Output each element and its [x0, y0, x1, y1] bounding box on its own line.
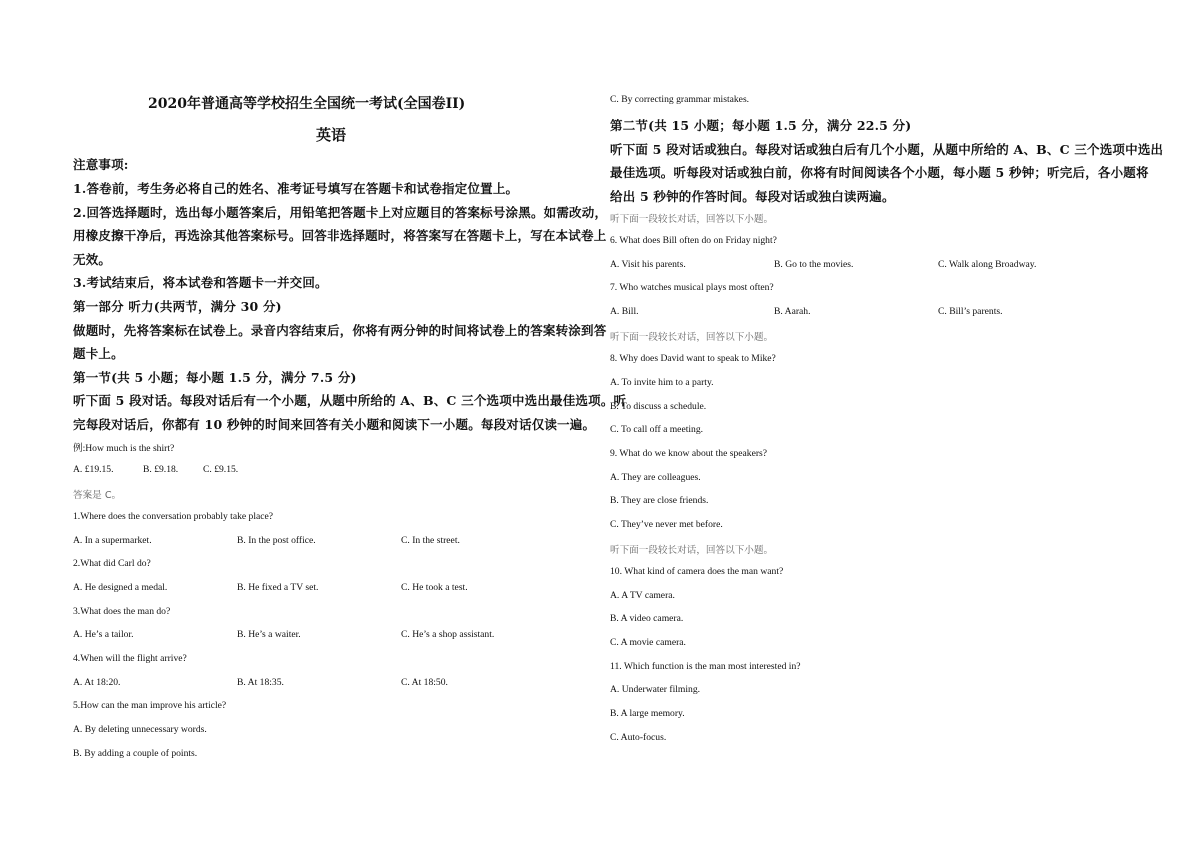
example-option-c: C. £9.15. — [203, 464, 239, 475]
section2-instructions: 听下面 5 段对话或独白。每段对话或独白后有几个小题，从题中所给的 A、B、C 三个选项中选出 — [610, 142, 1164, 157]
notice-item-3: 3.考试结束后，将本试卷和答题卡一并交回。 — [73, 275, 328, 290]
q9-option-b: B. They are close friends. — [610, 495, 709, 506]
q3-option-b: B. He’s a waiter. — [237, 629, 301, 640]
q2-option-c: C. He took a test. — [401, 582, 468, 593]
q5-option-c: C. By correcting grammar mistakes. — [610, 94, 750, 105]
q8-option-a: A. To invite him to a party. — [610, 377, 714, 388]
q4-option-b: B. At 18:35. — [237, 677, 284, 688]
question-10: 10. What kind of camera does the man want? — [610, 566, 784, 577]
question-9: 9. What do we know about the speakers? — [610, 448, 768, 459]
question-11: 11. Which function is the man most interested in? — [610, 661, 801, 672]
exam-subject: 英语 — [316, 126, 347, 144]
q8-option-b: B. To discuss a schedule. — [610, 401, 707, 412]
exam-title: 2020年普通高等学校招生全国统一考试(全国卷II) — [148, 96, 466, 112]
q10-option-c: C. A movie camera. — [610, 637, 686, 648]
q6-option-c: C. Walk along Broadway. — [938, 259, 1037, 270]
q8-option-c: C. To call off a meeting. — [610, 424, 704, 435]
notice-item-2-cont: 用橡皮擦干净后，再选涂其他答案标号。回答非选择题时，将答案写在答题卡上，写在本试卷上 — [73, 228, 607, 243]
section2-heading: 第二节(共 15 小题；每小题 1.5 分，满分 22.5 分) — [610, 118, 912, 133]
q4-option-a: A. At 18:20. — [73, 677, 121, 688]
part1-instructions-cont: 题卡上。 — [73, 346, 124, 361]
q7-option-c: C. Bill’s parents. — [938, 306, 1003, 317]
q9-option-c: C. They’ve never met before. — [610, 519, 723, 530]
question-1: 1.Where does the conversation probably take place? — [73, 511, 274, 522]
question-8: 8. Why does David want to speak to Mike? — [610, 353, 776, 364]
q10-option-a: A. A TV camera. — [610, 590, 675, 601]
listen-prompt-1: 听下面一段较长对话，回答以下小题。 — [610, 214, 774, 225]
q10-option-b: B. A video camera. — [610, 613, 684, 624]
q3-option-c: C. He’s a shop assistant. — [401, 629, 495, 640]
q5-option-a: A. By deleting unnecessary words. — [73, 724, 207, 735]
section1-instructions-cont: 完每段对话后，你都有 10 秒钟的时间来回答有关小题和阅读下一小题。每段对话仅读一遍。 — [73, 417, 596, 432]
notice-item-2: 2.回答选择题时，选出每小题答案后，用铅笔把答题卡上对应题目的答案标号涂黑。如需改动， — [73, 205, 608, 220]
q2-option-b: B. He fixed a TV set. — [237, 582, 319, 593]
part1-heading: 第一部分 听力(共两节，满分 30 分) — [73, 299, 282, 314]
notice-item-2-end: 无效。 — [73, 252, 112, 267]
q1-option-b: B. In the post office. — [237, 535, 316, 546]
section2-instructions-end: 给出 5 秒钟的作答时间。每段对话或独白读两遍。 — [610, 189, 895, 204]
example-option-b: B. £9.18. — [143, 464, 179, 475]
example-option-a: A. £19.15. — [73, 464, 114, 475]
q1-option-a: A. In a supermarket. — [73, 535, 152, 546]
question-6: 6. What does Bill often do on Friday night? — [610, 235, 777, 246]
q11-option-c: C. Auto-focus. — [610, 732, 667, 743]
q9-option-a: A. They are colleagues. — [610, 472, 701, 483]
example-question: 例:How much is the shirt? — [73, 443, 175, 454]
q7-option-b: B. Aarah. — [774, 306, 811, 317]
q7-option-a: A. Bill. — [610, 306, 639, 317]
q6-option-a: A. Visit his parents. — [610, 259, 686, 270]
notice-item-1: 1.答卷前，考生务必将自己的姓名、准考证号填写在答题卡和试卷指定位置上。 — [73, 181, 519, 196]
q4-option-c: C. At 18:50. — [401, 677, 448, 688]
q5-option-b: B. By adding a couple of points. — [73, 748, 198, 759]
section2-instructions-cont: 最佳选项。听每段对话或独白前，你将有时间阅读各个小题，每小题 5 秒钟；听完后，各小题将 — [610, 165, 1149, 180]
listen-prompt-3: 听下面一段较长对话，回答以下小题。 — [610, 545, 774, 556]
question-3: 3.What does the man do? — [73, 606, 171, 617]
example-answer: 答案是 C。 — [73, 490, 122, 501]
q11-option-b: B. A large memory. — [610, 708, 685, 719]
part1-instructions: 做题时，先将答案标在试卷上。录音内容结束后，你将有两分钟的时间将试卷上的答案转涂到答 — [73, 323, 607, 338]
q2-option-a: A. He designed a medal. — [73, 582, 168, 593]
listen-prompt-2: 听下面一段较长对话，回答以下小题。 — [610, 332, 774, 343]
question-5: 5.How can the man improve his article? — [73, 700, 227, 711]
q1-option-c: C. In the street. — [401, 535, 460, 546]
section1-instructions: 听下面 5 段对话。每段对话后有一个小题，从题中所给的 A、B、C 三个选项中选出最佳选项。听 — [73, 393, 627, 408]
question-4: 4.When will the flight arrive? — [73, 653, 187, 664]
question-2: 2.What did Carl do? — [73, 558, 151, 569]
question-7: 7. Who watches musical plays most often? — [610, 282, 774, 293]
q11-option-a: A. Underwater filming. — [610, 684, 701, 695]
notice-heading: 注意事项: — [73, 157, 129, 172]
q3-option-a: A. He’s a tailor. — [73, 629, 134, 640]
q6-option-b: B. Go to the movies. — [774, 259, 854, 270]
section1-heading: 第一节(共 5 小题；每小题 1.5 分，满分 7.5 分) — [73, 370, 357, 385]
